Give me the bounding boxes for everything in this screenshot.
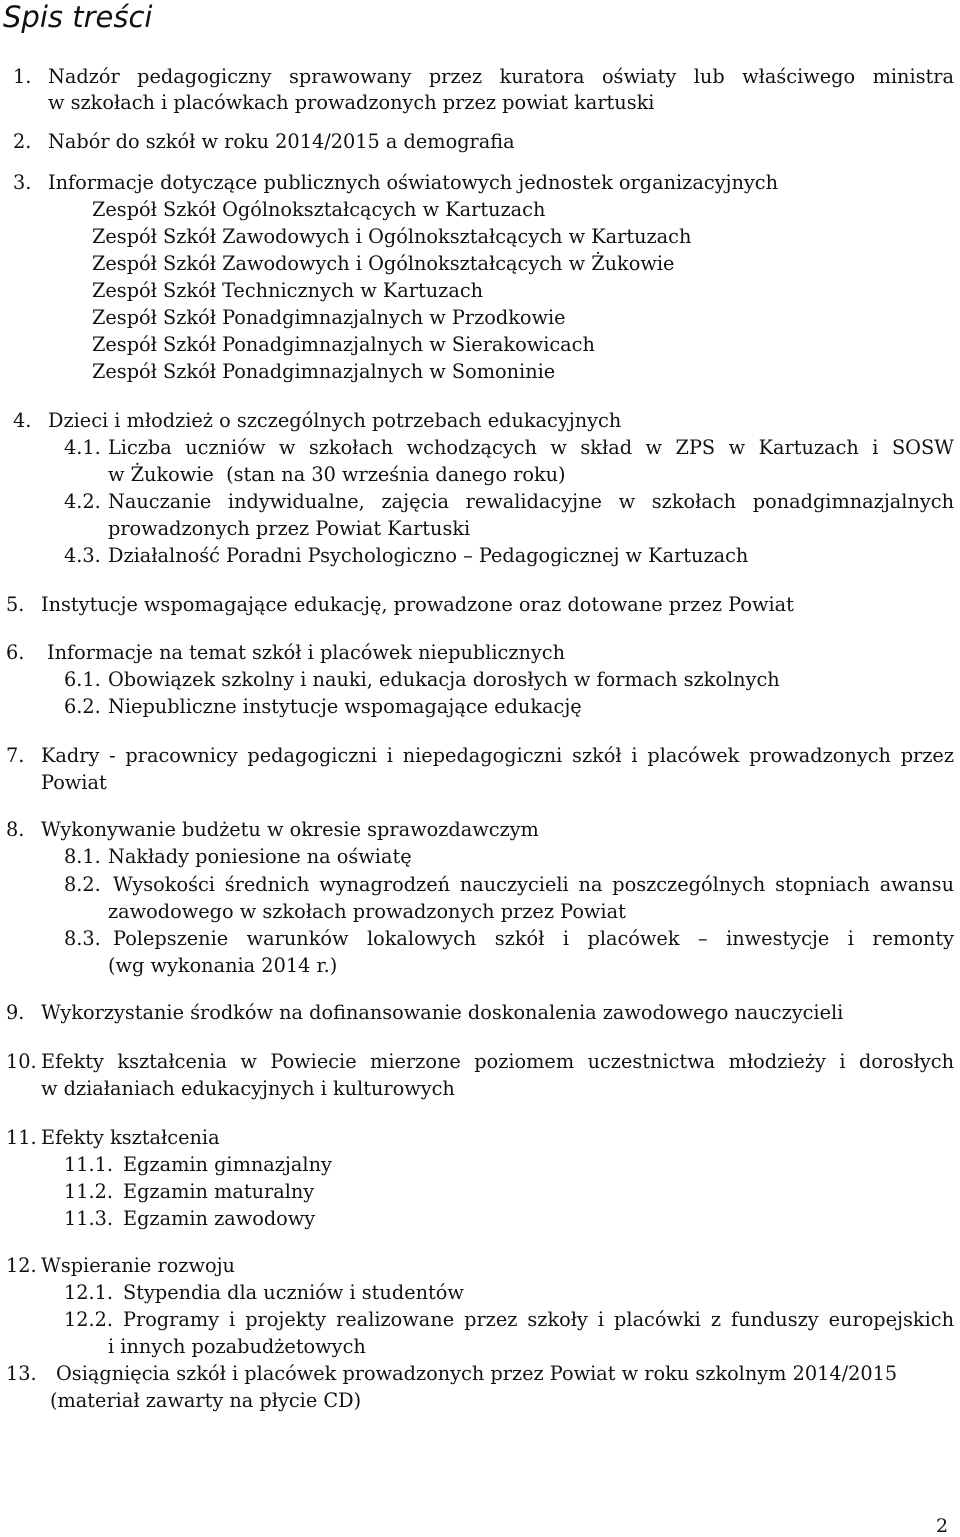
toc-number-12-2: 12.2.: [64, 1308, 114, 1331]
toc-number-6: 6.: [6, 641, 25, 664]
toc-subitem-4-2-line-1[interactable]: Nauczanie indywidualne, zajęcia rewalidacyjne w szkołach ponadgimnazjalnych: [108, 490, 954, 513]
toc-number-7: 7.: [6, 744, 25, 767]
toc-subitem-3-school[interactable]: Zespół Szkół Technicznych w Kartuzach: [92, 279, 484, 302]
toc-subitem-4-1-line-2[interactable]: w Żukowie (stan na 30 września danego roku): [108, 463, 566, 486]
toc-subitem-12-2-line-1[interactable]: Programy i projekty realizowane przez szkoły i placówki z funduszy europejskich: [123, 1308, 954, 1331]
toc-subitem-8-1[interactable]: Nakłady poniesione na oświatę: [108, 845, 412, 868]
toc-number-8-2: 8.2.: [64, 873, 101, 896]
toc-number-6-1: 6.1.: [64, 668, 101, 691]
toc-number-6-2: 6.2.: [64, 695, 101, 718]
toc-number-10: 10.: [6, 1050, 37, 1073]
toc-subitem-3-school[interactable]: Zespół Szkół Ponadgimnazjalnych w Somoninie: [92, 360, 556, 383]
toc-item-6[interactable]: Informacje na temat szkół i placówek niepublicznych: [47, 641, 566, 664]
toc-number-1: 1.: [13, 65, 32, 88]
toc-subitem-8-3-line-1[interactable]: Polepszenie warunków lokalowych szkół i placówek – inwestycje i remonty: [113, 927, 954, 950]
toc-number-5: 5.: [6, 593, 25, 616]
toc-number-4-2: 4.2.: [64, 490, 101, 513]
toc-item-7-line-2[interactable]: Powiat: [41, 771, 107, 794]
toc-item-1-line-1[interactable]: Nadzór pedagogiczny sprawowany przez kuratora oświaty lub właściwego ministra: [48, 65, 954, 88]
toc-item-10-line-2[interactable]: w działaniach edukacyjnych i kulturowych: [41, 1077, 455, 1100]
toc-item-7-line-1[interactable]: Kadry - pracownicy pedagogiczni i niepedagogiczni szkół i placówek prowadzonych przez: [41, 744, 954, 767]
toc-number-8-3: 8.3.: [64, 927, 101, 950]
toc-subitem-3-school[interactable]: Zespół Szkół Ponadgimnazjalnych w Sierakowicach: [92, 333, 595, 356]
toc-item-3[interactable]: Informacje dotyczące publicznych oświatowych jednostek organizacyjnych: [48, 171, 779, 194]
toc-subitem-6-2[interactable]: Niepubliczne instytucje wspomagające edukację: [108, 695, 582, 718]
toc-subitem-3-school[interactable]: Zespół Szkół Ogólnokształcących w Kartuzach: [92, 198, 546, 221]
toc-subitem-3-school[interactable]: Zespół Szkół Zawodowych i Ogólnokształcących w Żukowie: [92, 252, 675, 275]
toc-subitem-3-school[interactable]: Zespół Szkół Zawodowych i Ogólnokształcących w Kartuzach: [92, 225, 692, 248]
toc-subitem-4-3[interactable]: Działalność Poradni Psychologiczno – Pedagogicznej w Kartuzach: [108, 544, 749, 567]
toc-number-4-3: 4.3.: [64, 544, 101, 567]
toc-number-11-1: 11.1.: [64, 1153, 114, 1176]
toc-item-13-line-1[interactable]: Osiągnięcia szkół i placówek prowadzonych przez Powiat w roku szkolnym 2014/2015: [56, 1362, 898, 1385]
toc-item-10-line-1[interactable]: Efekty kształcenia w Powiecie mierzone poziomem uczestnictwa młodzieży i dorosłych: [41, 1050, 954, 1073]
toc-item-9[interactable]: Wykorzystanie środków na dofinansowanie doskonalenia zawodowego nauczycieli: [41, 1001, 844, 1024]
toc-number-12: 12.: [6, 1254, 37, 1277]
toc-subitem-4-1-line-1[interactable]: Liczba uczniów w szkołach wchodzących w skład w ZPS w Kartuzach i SOSW: [108, 436, 954, 459]
toc-subitem-8-3-line-2[interactable]: (wg wykonania 2014 r.): [108, 954, 338, 977]
toc-number-11-3: 11.3.: [64, 1207, 114, 1230]
toc-item-5[interactable]: Instytucje wspomagające edukację, prowadzone oraz dotowane przez Powiat: [41, 593, 794, 616]
toc-subitem-11-1[interactable]: Egzamin gimnazjalny: [123, 1153, 332, 1176]
toc-item-1-line-2[interactable]: w szkołach i placówkach prowadzonych przez powiat kartuski: [48, 91, 655, 114]
toc-number-12-1: 12.1.: [64, 1281, 114, 1304]
toc-number-2: 2.: [13, 130, 32, 153]
page-number: 2: [936, 1515, 949, 1537]
toc-subitem-8-2-line-2[interactable]: zawodowego w szkołach prowadzonych przez Powiat: [108, 900, 626, 923]
toc-item-11[interactable]: Efekty kształcenia: [41, 1126, 220, 1149]
toc-subitem-11-2[interactable]: Egzamin maturalny: [123, 1180, 315, 1203]
toc-number-3: 3.: [13, 171, 32, 194]
toc-number-4: 4.: [13, 409, 32, 432]
toc-number-8: 8.: [6, 818, 25, 841]
toc-item-8[interactable]: Wykonywanie budżetu w okresie sprawozdawczym: [41, 818, 539, 841]
toc-subitem-6-1[interactable]: Obowiązek szkolny i nauki, edukacja dorosłych w formach szkolnych: [108, 668, 780, 691]
toc-subitem-4-2-line-2[interactable]: prowadzonych przez Powiat Kartuski: [108, 517, 471, 540]
toc-number-4-1: 4.1.: [64, 436, 101, 459]
toc-number-13: 13.: [6, 1362, 37, 1385]
toc-subitem-11-3[interactable]: Egzamin zawodowy: [123, 1207, 316, 1230]
toc-item-13-line-2[interactable]: (materiał zawarty na płycie CD): [50, 1389, 362, 1412]
toc-number-11-2: 11.2.: [64, 1180, 114, 1203]
toc-item-2[interactable]: Nabór do szkół w roku 2014/2015 a demografia: [48, 130, 515, 153]
toc-subitem-12-1[interactable]: Stypendia dla uczniów i studentów: [123, 1281, 464, 1304]
toc-number-9: 9.: [6, 1001, 25, 1024]
toc-item-4[interactable]: Dzieci i młodzież o szczególnych potrzebach edukacyjnych: [48, 409, 622, 432]
toc-number-11: 11.: [6, 1126, 37, 1149]
page-title: Spis treści: [3, 0, 153, 34]
toc-number-8-1: 8.1.: [64, 845, 101, 868]
toc-subitem-3-school[interactable]: Zespół Szkół Ponadgimnazjalnych w Przodkowie: [92, 306, 566, 329]
toc-subitem-12-2-line-2[interactable]: i innych pozabudżetowych: [108, 1335, 366, 1358]
toc-item-12[interactable]: Wspieranie rozwoju: [41, 1254, 235, 1277]
toc-subitem-8-2-line-1[interactable]: Wysokości średnich wynagrodzeń nauczycieli na poszczególnych stopniach awansu: [113, 873, 954, 896]
